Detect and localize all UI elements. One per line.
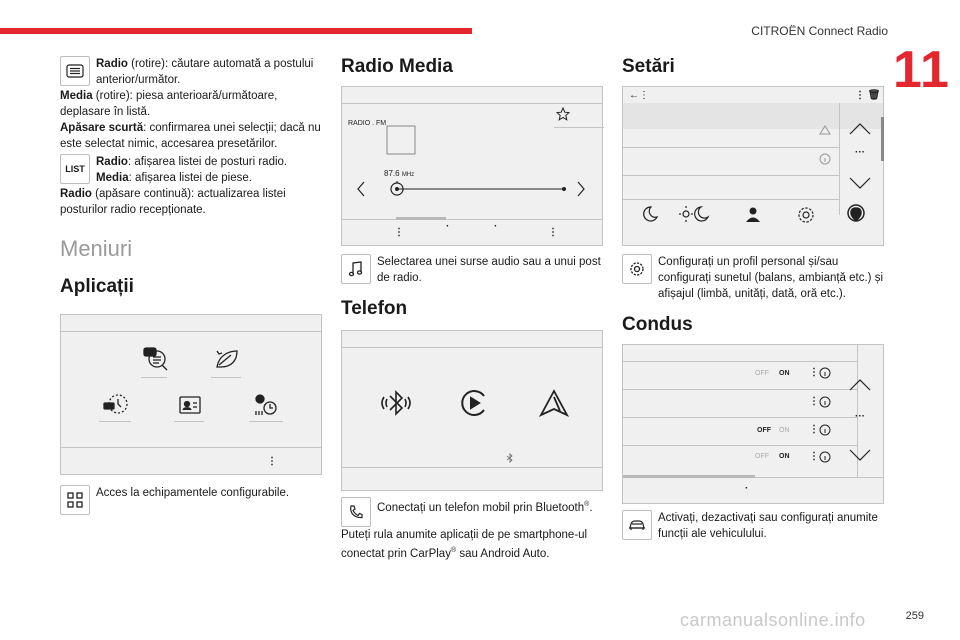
source-menu-icon[interactable]: ⋮ — [394, 227, 404, 238]
setari-description: Configurați un profil personal și/sau configurați sunetul (balans, ambianță etc.) și afișajul (limbă, unități, dată, oră etc.). — [658, 256, 884, 300]
row-2-menu-icon[interactable]: ⋮ — [809, 396, 819, 407]
condus-description: Activați, dezactivați sau configurați anumite funcții ale vehiculului. — [658, 512, 878, 540]
favorite-star-icon[interactable] — [556, 107, 570, 121]
row-2-info-icon[interactable] — [819, 396, 831, 408]
setari-heading: Setări — [622, 56, 675, 77]
condus-ellipsis-icon: ··· — [855, 411, 865, 422]
night-mode-icon[interactable] — [641, 205, 659, 223]
scroll-up-chevron-icon[interactable] — [849, 123, 871, 135]
bluetooth-status-icon — [506, 453, 514, 463]
album-art-placeholder — [386, 125, 416, 155]
privacy-location-icon[interactable] — [845, 203, 867, 225]
condus-up-chevron-icon[interactable] — [849, 379, 871, 391]
android-auto-icon[interactable] — [538, 387, 570, 419]
condus-entry — [622, 510, 886, 542]
vehicle-settings-app-icon[interactable] — [101, 391, 131, 419]
column-middle — [341, 56, 603, 562]
menu-dot-1[interactable]: · — [446, 221, 450, 232]
row-1-info-icon[interactable] — [819, 367, 831, 379]
header-title: CITROËN Connect Radio — [751, 24, 888, 38]
toggle-2-off[interactable]: OFF — [757, 427, 771, 434]
watermark: carmanualsonline.info — [680, 610, 866, 630]
car-icon — [622, 510, 652, 540]
condus-screen — [622, 344, 884, 504]
radio-media-description: Selectarea unei surse audio sau a unui post de radio. — [377, 256, 601, 284]
previous-chevron-icon[interactable] — [356, 181, 366, 197]
aplicatii-entry — [60, 485, 322, 515]
more-options-icon[interactable]: ⋮ — [267, 456, 277, 467]
profile-icon[interactable] — [743, 205, 763, 223]
menu-dot-2[interactable]: · — [494, 221, 498, 232]
telefon-screen — [341, 330, 603, 491]
frequency-value: 87.6 MHz — [384, 169, 415, 178]
header-red-bar — [0, 28, 472, 34]
page-number: 259 — [905, 610, 924, 622]
toggle-2-on[interactable]: ON — [779, 427, 790, 434]
radio-media-heading: Radio Media — [341, 56, 453, 77]
telefon-description-1: Conectați un telefon mobil prin Bluetooth®. — [377, 501, 593, 514]
column-right — [622, 56, 886, 542]
radio-media-entry — [341, 254, 603, 286]
brightness-mode-icon[interactable] — [679, 205, 711, 223]
aplicatii-heading: Aplicații — [60, 276, 134, 297]
delete-profile-icon[interactable]: ⋮ 🗑 — [855, 90, 881, 101]
condus-down-chevron-icon[interactable] — [849, 449, 871, 461]
sms-app-icon[interactable] — [141, 345, 171, 373]
frequency-slider[interactable] — [388, 181, 568, 197]
condus-heading: Condus — [622, 314, 693, 335]
climate-timer-icon[interactable] — [251, 391, 281, 419]
media-list-text: Media: afișarea listei de piese. — [96, 172, 252, 184]
settings-gear-icon[interactable] — [793, 203, 817, 225]
next-chevron-icon[interactable] — [576, 181, 586, 197]
telefon-entry — [341, 497, 603, 527]
music-note-icon — [341, 254, 371, 284]
toggle-3-on[interactable]: ON — [779, 453, 790, 460]
toggle-1-off[interactable]: OFF — [755, 370, 769, 377]
radio-rotate-entry — [60, 56, 322, 88]
row-4-menu-icon[interactable]: ⋮ — [809, 451, 819, 462]
toggle-3-off[interactable]: OFF — [755, 453, 769, 460]
carplay-icon[interactable] — [458, 387, 490, 419]
ellipsis-icon: ··· — [855, 147, 865, 158]
telefon-heading: Telefon — [341, 298, 408, 319]
gear-icon — [622, 254, 652, 284]
condus-page-dot[interactable]: · — [745, 483, 749, 494]
radio-list-text: Radio: afișarea listei de posturi radio. — [96, 156, 288, 168]
apps-grid-icon — [60, 485, 90, 515]
apps-screen — [60, 314, 322, 475]
options-menu-icon[interactable]: ⋮ — [548, 227, 558, 238]
chapter-number: 11 — [893, 41, 950, 99]
telefon-description-2: Puteți rula anumite aplicații de pe smartphone-ul conectat prin CarPlay® sau Android Auto. — [341, 529, 588, 560]
row-1-menu-icon[interactable]: ⋮ — [809, 367, 819, 378]
aplicatii-description: Acces la echipamentele configurabile. — [96, 487, 290, 499]
setari-screen — [622, 86, 884, 246]
info-icon[interactable] — [819, 153, 831, 165]
warning-triangle-icon — [819, 125, 831, 135]
radio-media-screen — [341, 86, 603, 246]
row-3-info-icon[interactable] — [819, 424, 831, 436]
row-3-menu-icon[interactable]: ⋮ — [809, 424, 819, 435]
contacts-card-icon[interactable] — [177, 393, 203, 417]
radio-long-press-text: Radio (apăsare continuă): actualizarea listei posturilor radio recepționate. — [60, 188, 286, 216]
setari-entry — [622, 254, 886, 302]
eco-leaf-icon[interactable] — [213, 347, 241, 371]
scroll-down-chevron-icon[interactable] — [849, 177, 871, 189]
phone-handset-icon — [341, 497, 371, 527]
scrollbar[interactable] — [881, 117, 884, 161]
rotary-knob-icon — [60, 56, 90, 86]
media-rotate-text: Media (rotire): piesa anterioară/următoare, deplasare în listă. — [60, 90, 278, 118]
meniuri-heading: Meniuri — [60, 236, 133, 261]
row-4-info-icon[interactable] — [819, 451, 831, 463]
radio-band-label: RADIO . FM — [348, 120, 387, 127]
list-entry — [60, 154, 322, 186]
radio-rotate-text: Radio (rotire): căutare automată a postului anterior/următor. — [96, 58, 314, 86]
list-button-icon: LIST — [60, 154, 90, 184]
bluetooth-icon[interactable] — [378, 385, 414, 421]
toggle-1-on[interactable]: ON — [779, 370, 790, 377]
back-arrow-icon[interactable]: ←⋮ — [629, 90, 649, 101]
short-press-text: Apăsare scurtă: confirmarea unei selecții; dacă nu este selectat nimic, accesarea presetărilor. — [60, 122, 321, 150]
column-left — [60, 56, 322, 515]
